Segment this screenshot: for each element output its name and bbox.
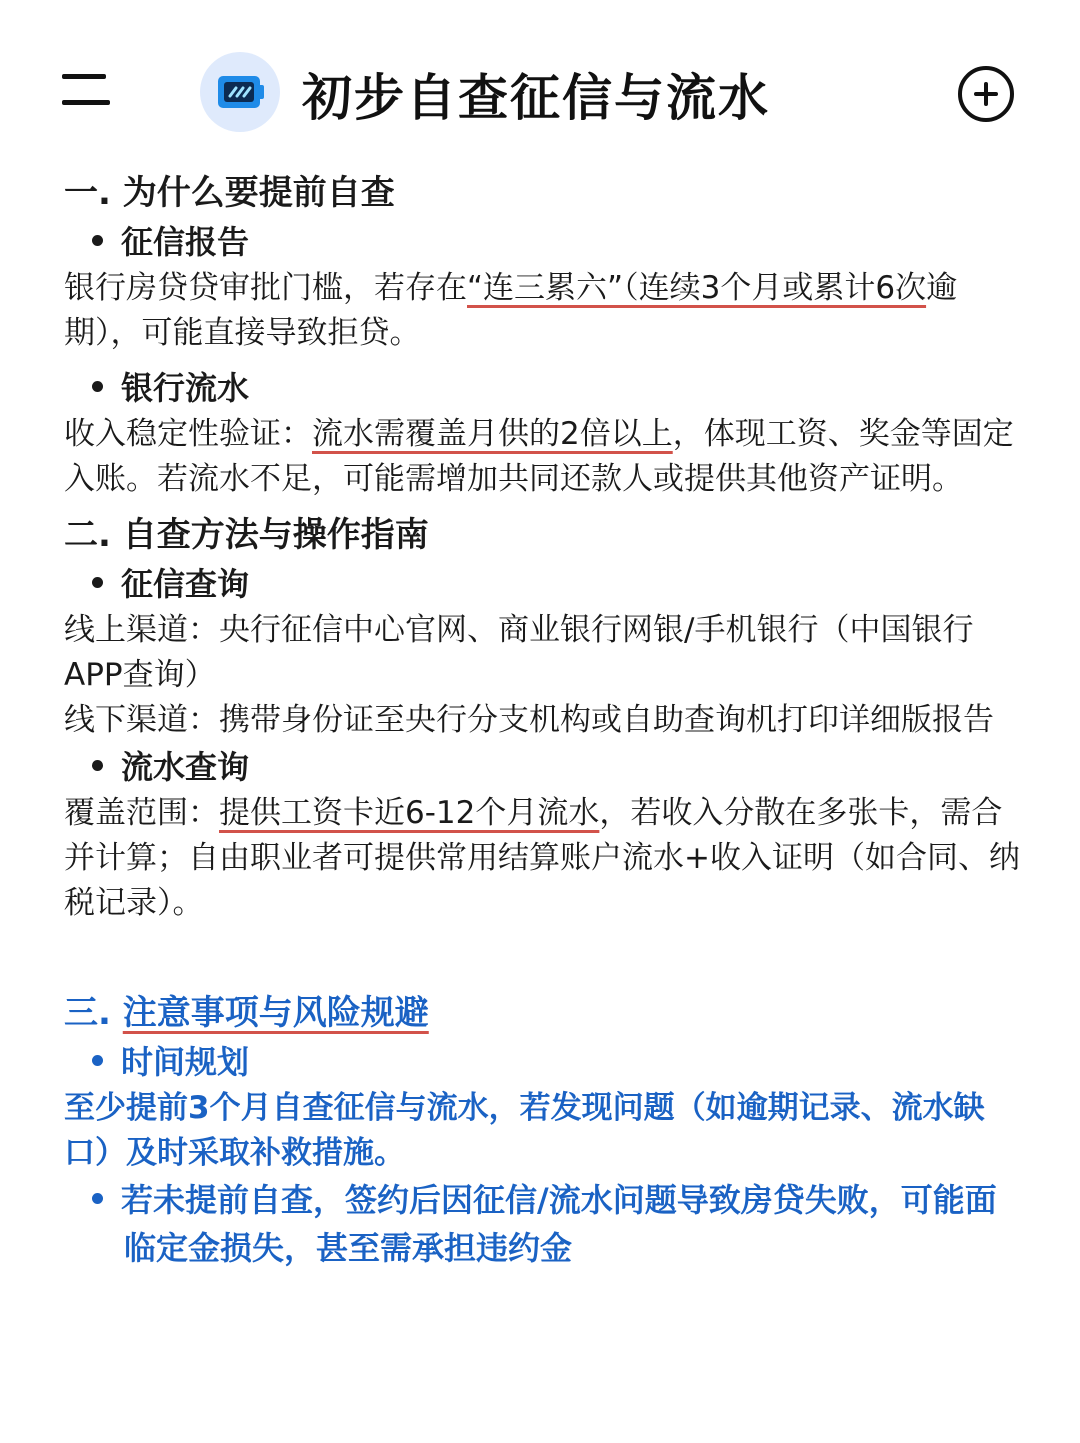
bullet-dot (92, 760, 103, 771)
bullet-label: 征信查询 (121, 565, 250, 603)
bullet-heading (64, 1038, 1024, 1086)
paragraph (64, 266, 1024, 356)
menu-icon[interactable] (62, 70, 110, 110)
bullet-label: 流水查询 (121, 748, 250, 786)
paragraph: 至少提前3个月自查征信与流水，若发现问题（如逾期记录、流水缺口）及时采取补救措施。 (64, 1090, 985, 1171)
bullet-dot (92, 1055, 103, 1066)
app-header (0, 0, 1080, 180)
plus-circle-icon[interactable] (958, 66, 1014, 122)
bullet-dot (92, 235, 103, 246)
bullet-label: 时间规划 (121, 1043, 250, 1081)
text-span: 银行房贷贷审批门槛，若存在 (64, 270, 467, 306)
menu-line (62, 100, 110, 105)
paragraph: 线上渠道：央行征信中心官网、商业银行网银/手机银行（中国银行APP查询） (64, 612, 974, 693)
highlighted-text: “连三累六”（连续3个月或累计6次 (467, 270, 927, 306)
section-title: 二. 自查方法与操作指南 (64, 515, 429, 555)
paragraph: 线下渠道：携带身份证至央行分支机构或自助查询机打印详细版报告 (64, 702, 994, 738)
text-span: 收入稳定性验证： (64, 416, 312, 452)
battery-app-icon[interactable] (200, 52, 280, 132)
text-span: ，若收入分散在多张卡，需合并计算；自由职业者可提供常用结算账户流水+收入证明（如合同、纳税记录）。 (64, 795, 1020, 921)
bullet-heading (64, 743, 1024, 791)
bullet-heading (64, 218, 1024, 266)
text-span: 逾期），可能直接导致拒贷。 (64, 270, 958, 351)
paragraph (64, 412, 1024, 502)
text-span: 三. (64, 993, 123, 1033)
bullet-dot (92, 1193, 103, 1204)
text-span: 覆盖范围： (64, 795, 219, 831)
highlighted-text: 流水需覆盖月供的2倍以上 (312, 416, 673, 452)
text-span: ，体现工资、奖金等固定入账。若流水不足，可能需增加共同还款人或提供其他资产证明。 (64, 416, 1014, 497)
bullet-label: 征信报告 (121, 223, 250, 261)
bullet-dot (92, 577, 103, 588)
section-title (64, 988, 1024, 1038)
battery-icon (200, 52, 280, 132)
highlighted-text: 注意事项与风险规避 (122, 993, 429, 1033)
highlighted-text: 提供工资卡近6-12个月流水 (219, 795, 600, 831)
bullet-heading (64, 364, 1024, 412)
page-title: 初步自查征信与流水 (302, 69, 770, 127)
paragraph (64, 791, 1024, 926)
article-body (64, 168, 1024, 1272)
bullet-label: 若未提前自查，签约后因征信/流水问题导致房贷失败，可能面临定金损失，甚至需承担违约金 (121, 1181, 997, 1267)
menu-line (62, 74, 106, 79)
bullet-label: 银行流水 (121, 369, 250, 407)
bullet-dot (92, 381, 103, 392)
bullet-heading (64, 1176, 1024, 1272)
section-title: 一. 为什么要提前自查 (64, 173, 395, 213)
bullet-heading (64, 560, 1024, 608)
